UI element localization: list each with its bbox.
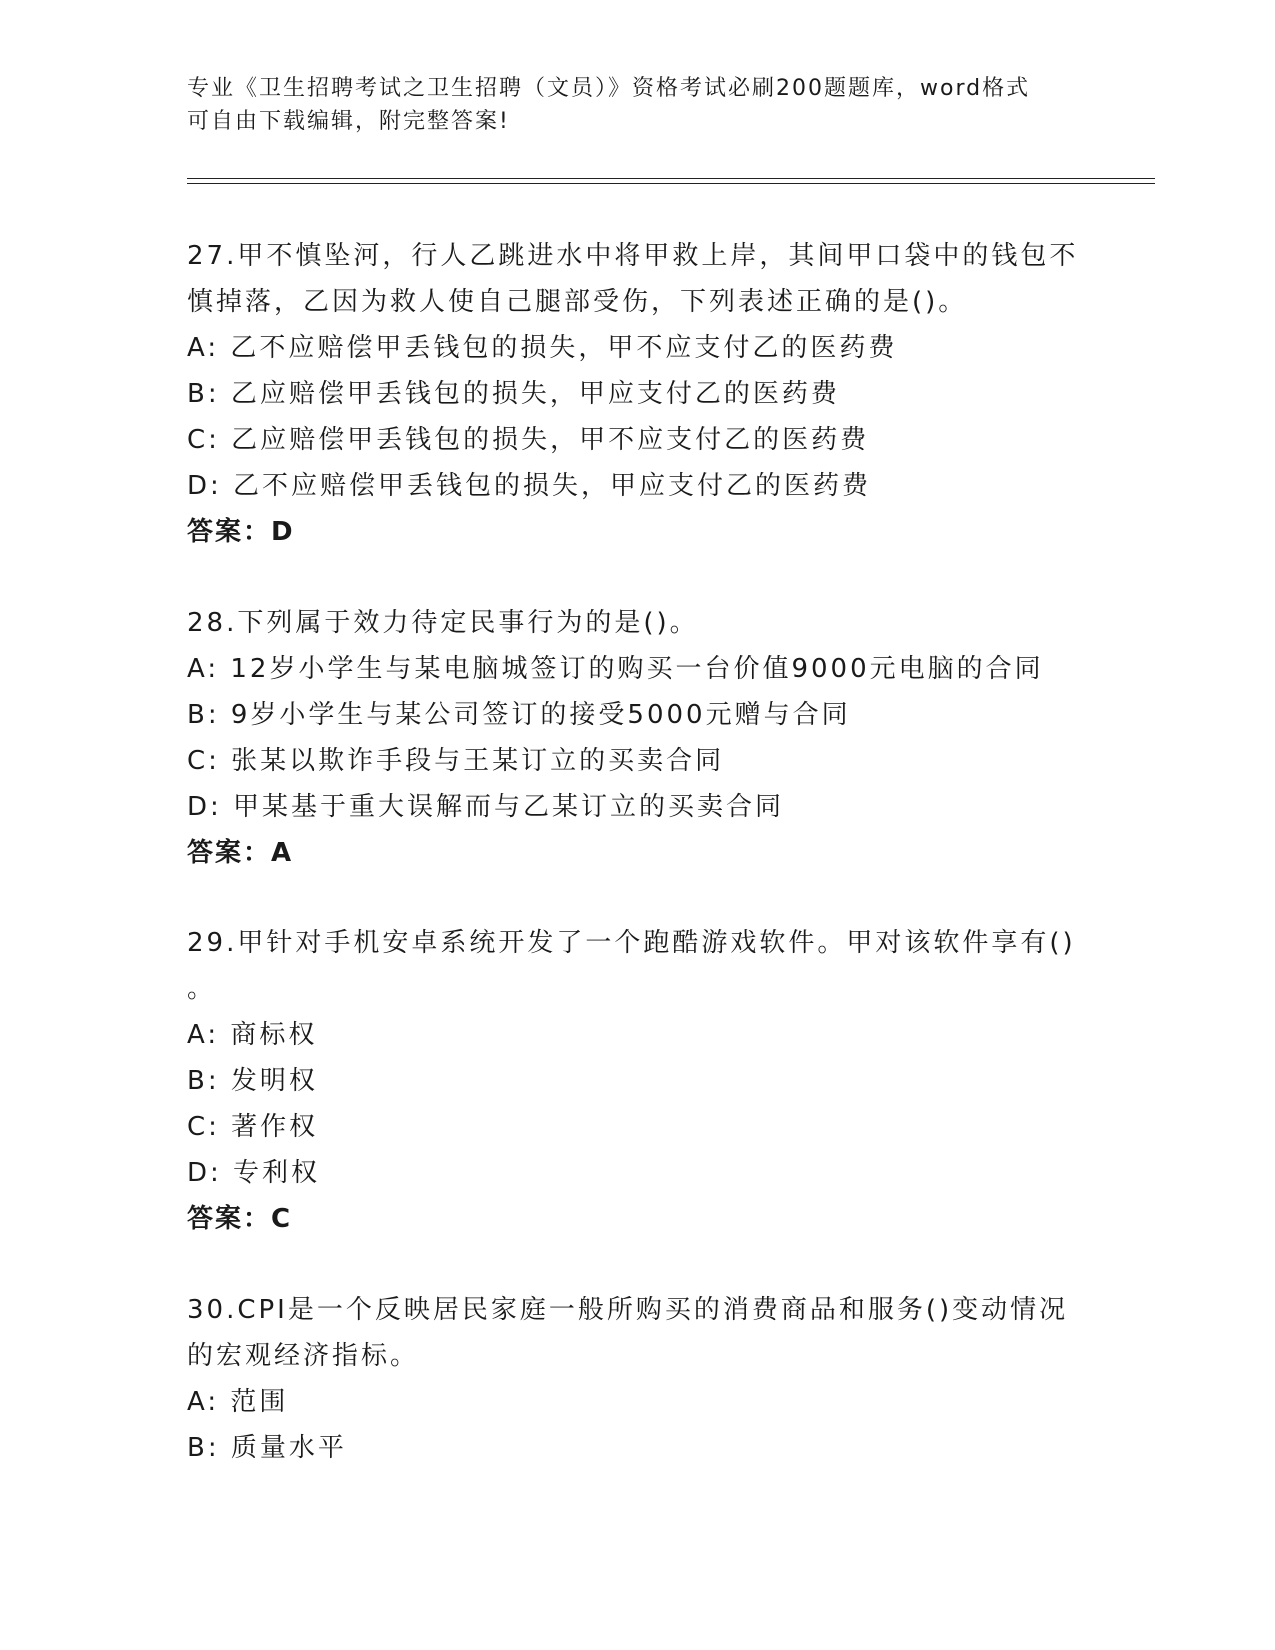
- answer-label: 答案：A: [187, 838, 294, 868]
- question-stem: [187, 233, 1087, 325]
- answer-label: 答案：D: [187, 517, 295, 547]
- option-a: A: 商标权: [187, 1020, 318, 1050]
- question-stem-line: 28.下列属于效力待定民事行为的是()。: [187, 608, 699, 638]
- question-stem-line: 。: [187, 974, 217, 1004]
- question-stem: [187, 920, 1087, 1012]
- question-stem-line: 29.甲针对手机安卓系统开发了一个跑酷游戏软件。甲对该软件享有(): [187, 928, 1076, 958]
- question-27: [187, 233, 1087, 555]
- question-28: [187, 600, 1087, 876]
- document-header: [187, 72, 1067, 138]
- header-line-1: 专业《卫生招聘考试之卫生招聘（文员）》资格考试必刷200题题库，word格式: [187, 76, 1031, 101]
- option-b: B: 乙应赔偿甲丢钱包的损失，甲应支付乙的医药费: [187, 379, 840, 409]
- question-stem-line: 慎掉落，乙因为救人使自己腿部受伤，下列表述正确的是()。: [187, 287, 968, 317]
- option-c: C: 著作权: [187, 1112, 319, 1142]
- option-b: B: 质量水平: [187, 1433, 347, 1463]
- question-stem-line: 30.CPI是一个反映居民家庭一般所购买的消费商品和服务()变动情况: [187, 1295, 1069, 1325]
- question-30: [187, 1287, 1087, 1471]
- option-b: B: 发明权: [187, 1066, 318, 1096]
- option-c: C: 乙应赔偿甲丢钱包的损失，甲不应支付乙的医药费: [187, 425, 870, 455]
- question-stem: [187, 1287, 1087, 1379]
- question-29: [187, 920, 1087, 1242]
- option-a: A: 乙不应赔偿甲丢钱包的损失，甲不应支付乙的医药费: [187, 333, 898, 363]
- answer-label: 答案：C: [187, 1204, 293, 1234]
- question-stem-line: 27.甲不慎坠河，行人乙跳进水中将甲救上岸，其间甲口袋中的钱包不: [187, 241, 1079, 271]
- option-d: D: 甲某基于重大误解而与乙某订立的买卖合同: [187, 792, 785, 822]
- header-line-2: 可自由下载编辑，附完整答案!: [187, 109, 510, 134]
- option-c: C: 张某以欺诈手段与王某订立的买卖合同: [187, 746, 725, 776]
- header-divider-top: [187, 178, 1155, 179]
- header-divider-bottom: [187, 183, 1155, 184]
- option-a: A: 12岁小学生与某电脑城签订的购买一台价值9000元电脑的合同: [187, 654, 1044, 684]
- option-b: B: 9岁小学生与某公司签订的接受5000元赠与合同: [187, 700, 851, 730]
- question-stem: [187, 600, 1087, 646]
- option-d: D: 乙不应赔偿甲丢钱包的损失，甲应支付乙的医药费: [187, 471, 872, 501]
- option-d: D: 专利权: [187, 1158, 321, 1188]
- question-stem-line: 的宏观经济指标。: [187, 1341, 420, 1371]
- option-a: A: 范围: [187, 1387, 289, 1417]
